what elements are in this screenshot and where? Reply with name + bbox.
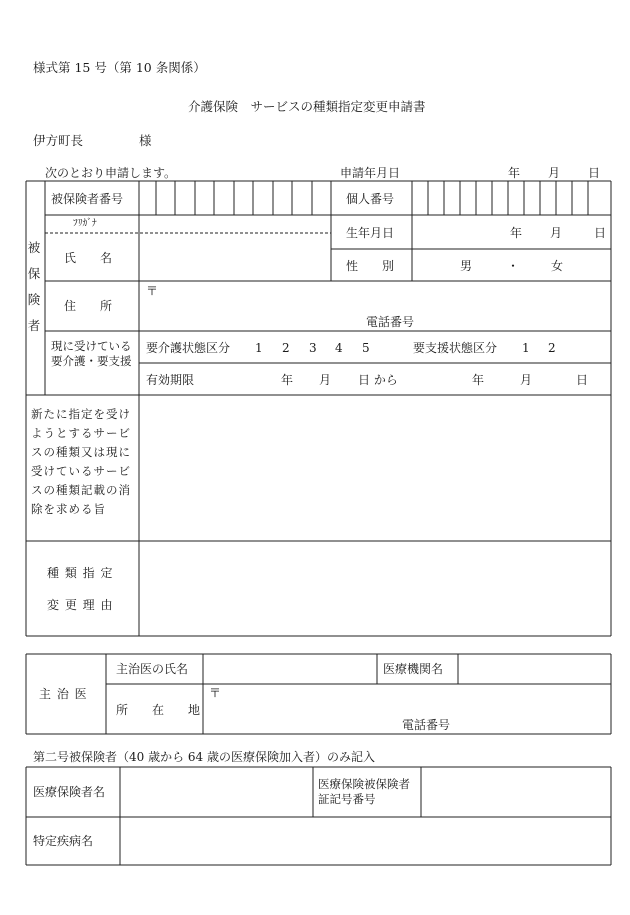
- sex-dot: ・: [507, 259, 520, 273]
- care-level-1: 1: [255, 341, 263, 355]
- validity-end-day: 日: [576, 373, 589, 387]
- doctor-address-label: 所 在 地: [116, 703, 201, 717]
- support-level-2: 2: [548, 341, 556, 355]
- care-level-5: 5: [362, 341, 370, 355]
- validity-year: 年: [281, 373, 294, 387]
- application-date-day: 日: [588, 166, 601, 180]
- birthdate-year: 年: [510, 226, 523, 240]
- intro-text: 次のとおり申請します。: [45, 166, 177, 180]
- reason-label-line1: 種 類 指 定: [47, 566, 114, 580]
- doctor-postal-mark: 〒: [209, 686, 222, 700]
- birthdate-month: 月: [550, 226, 563, 240]
- birthdate-label: 生年月日: [346, 226, 395, 240]
- insurance-card-number-label: 医療保険被保険者証記号番号: [318, 777, 410, 806]
- support-level-1: 1: [522, 341, 530, 355]
- medical-institution-label: 医療機関名: [383, 662, 444, 676]
- validity-end-year: 年: [472, 373, 485, 387]
- validity-end-month: 月: [520, 373, 533, 387]
- sex-label: 性 別: [346, 259, 395, 273]
- specific-disease-label: 特定疾病名: [33, 834, 94, 848]
- form-title: 介護保険 サービスの種類指定変更申請書: [188, 99, 426, 114]
- doctor-name-label: 主治医の氏名: [116, 662, 189, 676]
- insured-number-label: 被保険者番号: [51, 192, 124, 206]
- application-date-year: 年: [508, 166, 521, 180]
- validity-label: 有効期限: [146, 373, 195, 387]
- validity-from: 日 から: [358, 373, 398, 387]
- care-level-2: 2: [282, 341, 290, 355]
- care-level-4: 4: [335, 341, 343, 355]
- care-level-3: 3: [309, 341, 317, 355]
- reason-label-line2: 変 更 理 由: [47, 598, 114, 612]
- current-care-label: 現に受けている要介護・要支援: [51, 339, 132, 368]
- birthdate-day: 日: [594, 226, 607, 240]
- honorific: 様: [139, 133, 152, 148]
- address-postal-mark: 〒: [146, 284, 159, 298]
- sex-male: 男: [460, 259, 473, 273]
- doctor-section-label: 主 治 医: [39, 687, 88, 701]
- support-level-label: 要支援状態区分: [413, 341, 498, 355]
- second-insured-heading: 第二号被保険者（40 歳から 64 歳の医療保険加入者）のみ記入: [33, 750, 375, 764]
- address-label: 住 所: [64, 299, 113, 313]
- name-label: 氏 名: [64, 251, 113, 265]
- application-date-label: 申請年月日: [340, 166, 401, 180]
- application-date-month: 月: [548, 166, 561, 180]
- doctor-phone-label: 電話番号: [402, 718, 451, 732]
- validity-month: 月: [319, 373, 332, 387]
- medical-insurer-label: 医療保険者名: [33, 785, 106, 799]
- sex-female: 女: [551, 259, 564, 273]
- form-number: 様式第 15 号（第 10 条関係）: [33, 60, 206, 75]
- insured-section-label: 被保険者: [27, 240, 41, 333]
- request-label: 新たに指定を受けようとするサービスの種類又は現に受けているサービスの種類記載の消除を求める旨: [31, 407, 131, 516]
- furigana-label: ﾌﾘｶﾞﾅ: [73, 218, 97, 229]
- address-phone-label: 電話番号: [366, 315, 415, 329]
- personal-number-label: 個人番号: [346, 192, 395, 206]
- care-level-label: 要介護状態区分: [146, 341, 231, 355]
- addressee: 伊方町長: [33, 133, 84, 148]
